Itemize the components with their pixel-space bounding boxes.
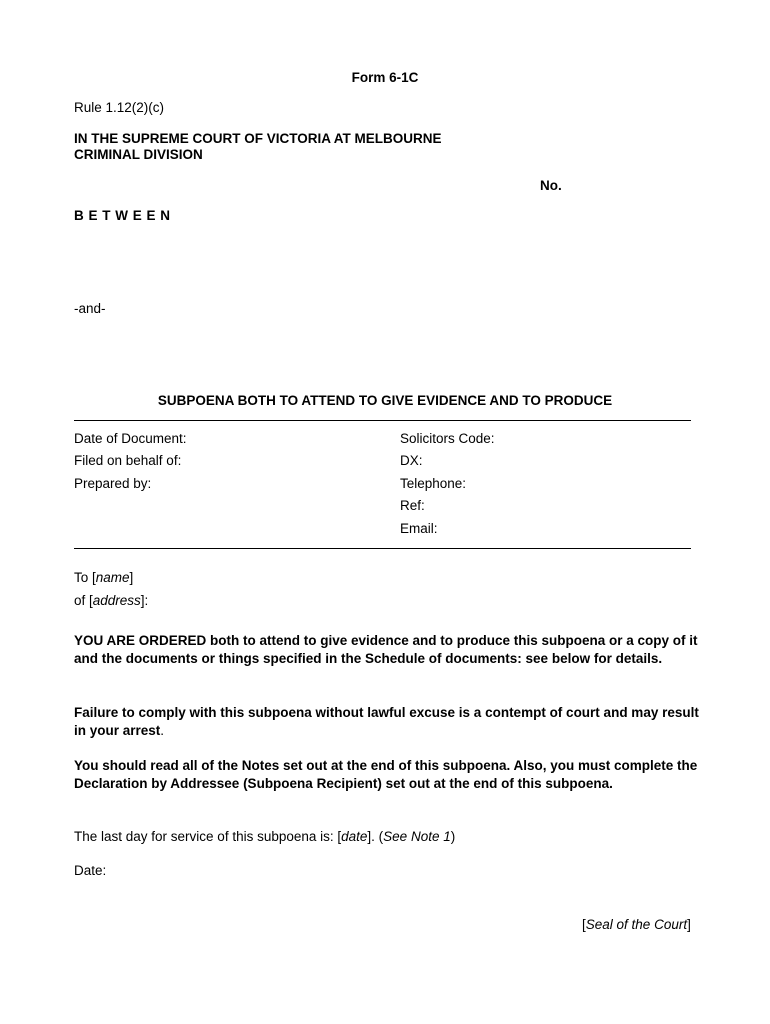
court-division: CRIMINAL DIVISION	[74, 147, 203, 162]
filed-on-behalf-label: Filed on behalf of:	[74, 453, 182, 468]
recipient-address: of [address]:	[74, 593, 149, 608]
ref-label: Ref:	[400, 498, 425, 513]
solicitors-code-label: Solicitors Code:	[400, 431, 495, 446]
failure-paragraph: Failure to comply with this subpoena without lawful excuse is a contempt of court and may result in your arrest.	[74, 705, 699, 738]
court-name: IN THE SUPREME COURT OF VICTORIA AT MELBOURNE	[74, 131, 442, 146]
email-label: Email:	[400, 521, 438, 536]
telephone-label: Telephone:	[400, 476, 467, 491]
service-deadline: The last day for service of this subpoena is: [date]. (See Note 1)	[74, 829, 456, 844]
rule-reference: Rule 1.12(2)(c)	[74, 100, 165, 115]
top-divider	[74, 420, 691, 421]
form-number: Form 6-1C	[351, 70, 419, 85]
date-label: Date:	[74, 863, 107, 878]
case-number-label: No.	[540, 178, 562, 193]
document-title: SUBPOENA BOTH TO ATTEND TO GIVE EVIDENCE AND TO PRODUCE	[157, 393, 613, 408]
between-label: B E T W E E N	[74, 208, 171, 223]
recipient-name: To [name]	[74, 570, 134, 585]
and-label: -and-	[74, 301, 106, 316]
order-paragraph: YOU ARE ORDERED both to attend to give evidence and to produce this subpoena or a copy of it and the documents or things specified in the Schedule of documents: see below for details.	[74, 633, 698, 666]
bottom-divider	[74, 548, 691, 549]
prepared-by-label: Prepared by:	[74, 476, 152, 491]
dx-label: DX:	[400, 453, 423, 468]
date-of-document-label: Date of Document:	[74, 431, 187, 446]
seal-of-court: [Seal of the Court]	[582, 917, 691, 932]
notes-paragraph: You should read all of the Notes set out at the end of this subpoena. Also, you must complete the Declaration by Addressee (Subpoena Recipient) set out at the end of this subpoena.	[74, 758, 698, 791]
